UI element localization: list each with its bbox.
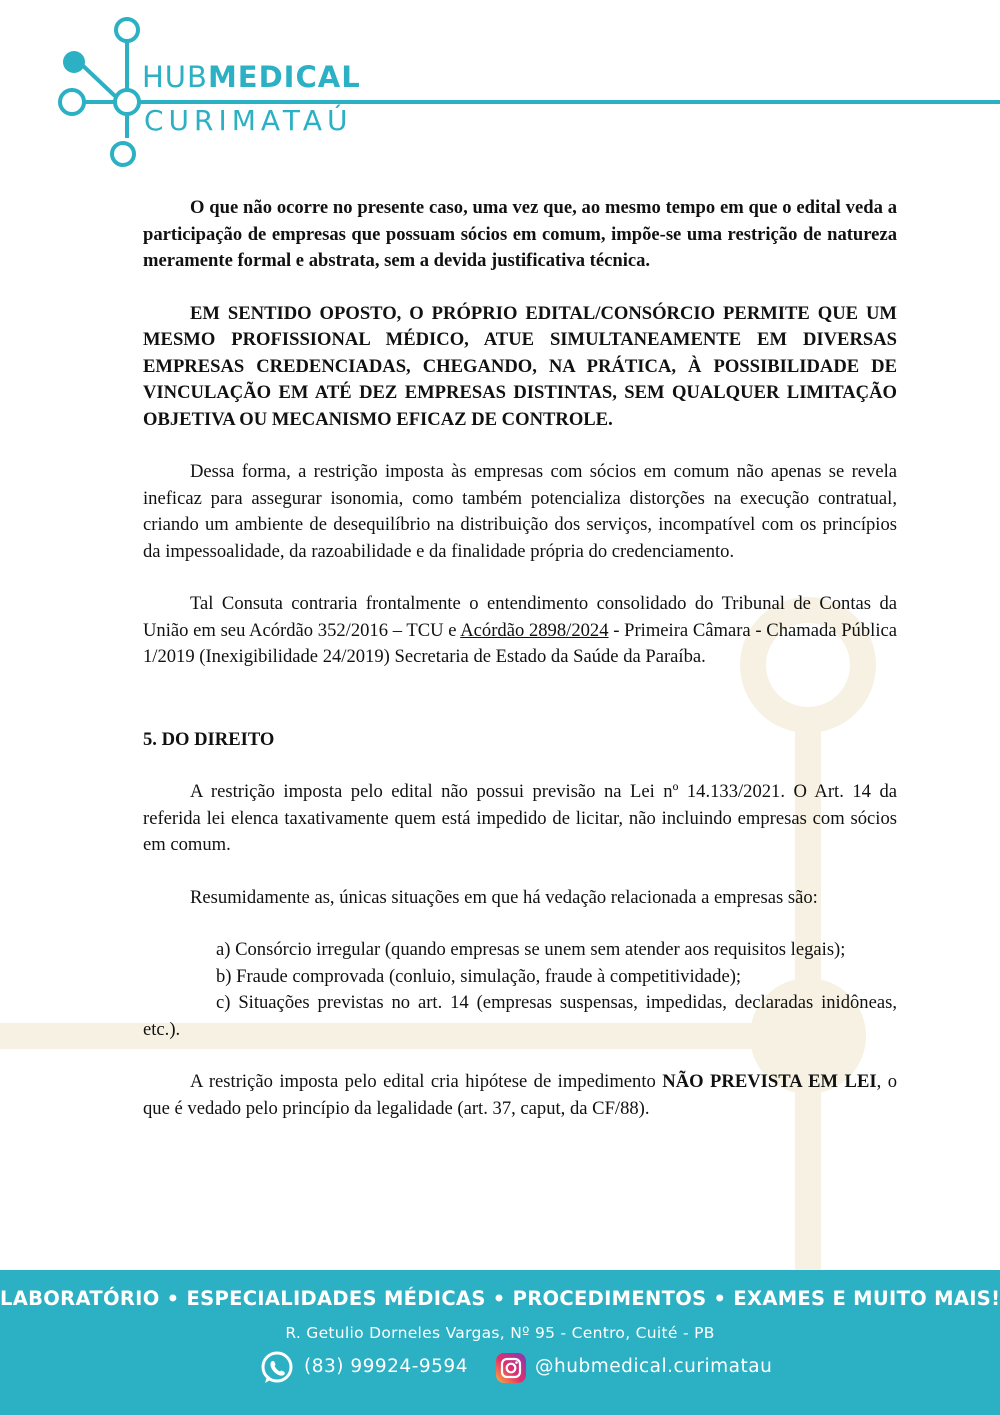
footer-band [0,1270,1000,1415]
acordao-link[interactable]: Acórdão 2898/2024 [460,619,609,641]
footer-contact [0,1350,1000,1386]
document-body [143,195,897,1122]
instagram-handle[interactable]: @hubmedical.curimatau [535,1356,773,1377]
paragraph-4-text-a: Tal Consuta contraria frontalmente o entendimento consolidado do Tribunal de Contas da União em seu Acórdão 352/2016 – TCU e [143,593,897,641]
paragraph-2: EM SENTIDO OPOSTO, O PRÓPRIO EDITAL/CONSÓRCIO PERMITE QUE UM MESMO PROFISSIONAL MÉDICO, ATUE SIMULTANEAMENTE EM DIVERSAS EMPRESAS CREDENCIADAS, CHEGANDO, NA PRÁTICA, À POSSIBILIDADE DE VINCULAÇÃO EM ATÉ DEZ EMPRESAS DISTINTAS, SEM QUALQUER LIMITAÇÃO OBJETIVA OU MECANISMO EFICAZ DE CONTROLE. [143,302,897,430]
paragraph-7-bold: NÃO PREVISTA EM LEI [662,1071,877,1092]
brand-name [142,60,361,94]
brand-name-light: HUB [142,60,208,94]
list-item-b: b) Fraude comprovada (conluio, simulação, fraude à competitividade); [216,965,742,987]
brand-location: CURIMATAÚ [144,104,353,137]
phone-number[interactable]: (83) 99924-9594 [304,1356,468,1377]
paragraph-4-text-b: - Primeira Câmara - Chamada Pública 1/2019 (Inexigibilidade 24/2019) Secretaria de Estado da Saúde da Paraíba. [143,619,897,667]
paragraph-7-text-b: , o que é vedado pelo princípio da legalidade (art. 37, caput, da CF/88). [143,1071,898,1119]
paragraph-3: Dessa forma, a restrição imposta às empresas com sócios em comum não apenas se revela ineficaz para assegurar isonomia, como também potencializa distorções na execução contratual, criando um ambiente de desequilíbrio na distribuição dos serviços, incompatível com os princípios da impessoalidade, da razoabilidade e da finalidade própria do credenciamento. [143,461,897,562]
paragraph-6: Resumidamente as, únicas situações em que há vedação relacionada a empresas são: [190,886,818,908]
list-item-a: a) Consórcio irregular (quando empresas se unem sem atender aos requisitos legais); [216,939,846,960]
paragraph-5: A restrição imposta pelo edital não possui previsão na Lei nº 14.133/2021. O Art. 14 da referida lei elenca taxativamente quem está impedido de licitar, não incluindo empresas com sócios em comum. [143,781,897,855]
section-title: 5. DO DIREITO [143,728,275,750]
paragraph-7 [143,1069,897,1122]
brand-name-bold: MEDICAL [207,60,361,94]
paragraph-7-text-a: A restrição imposta pelo edital cria hipótese de impedimento [190,1071,663,1092]
paragraph-1: O que não ocorre no presente caso, uma vez que, ao mesmo tempo em que o edital veda a participação de empresas que possuam sócios em comum, impõe-se uma restrição de natureza meramente formal e abstrata, sem a devida justificativa técnica. [143,197,897,271]
instagram-icon[interactable] [495,1352,527,1384]
footer-address: R. Getulio Dorneles Vargas, Nº 95 - Centro, Cuité - PB [285,1324,715,1342]
whatsapp-icon[interactable] [259,1350,295,1386]
paragraph-4 [143,591,897,671]
list-item-c: c) Situações previstas no art. 14 (empresas suspensas, impedidas, declaradas inidôneas, etc.). [143,992,897,1040]
footer-tagline: LABORATÓRIO • ESPECIALIDADES MÉDICAS • PROCEDIMENTOS • EXAMES E MUITO MAIS! [0,1287,1000,1310]
